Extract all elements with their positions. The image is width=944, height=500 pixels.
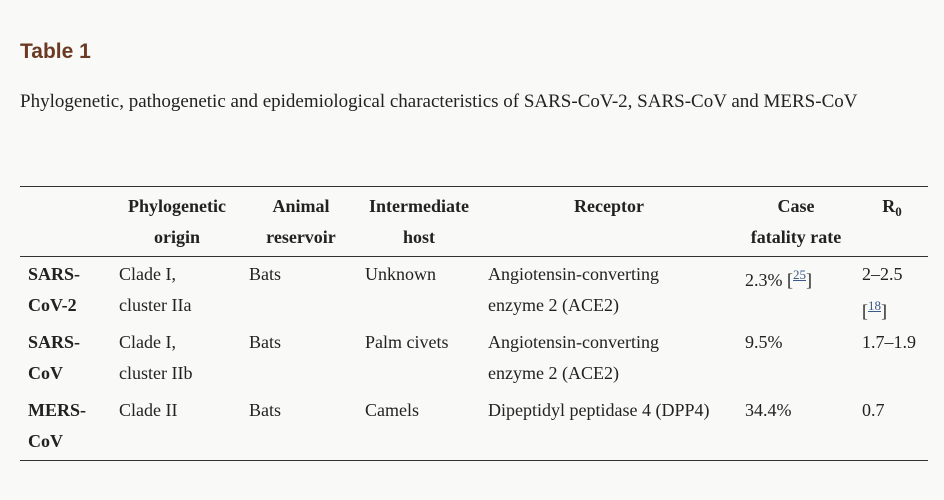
row-sars-cov-2-host: Unknown <box>365 264 436 284</box>
origin-line1: Clade I, <box>119 264 176 284</box>
row-sars-cov-reservoir: Bats <box>249 332 282 352</box>
origin-line2: cluster IIb <box>119 363 193 383</box>
origin-line1: Clade I, <box>119 332 176 352</box>
row-mers-cov-r0: 0.7 <box>862 400 885 420</box>
row-sars-cov-virus <box>28 327 80 389</box>
r0-bracket-close: ] <box>881 301 887 321</box>
header-cfr-line2: fatality rate <box>750 227 842 247</box>
row-mers-cov-reservoir: Bats <box>249 400 282 420</box>
header-receptor-label: Receptor <box>574 196 644 216</box>
header-animal-reservoir <box>248 191 354 253</box>
header-cfr-line1: Case <box>777 196 815 216</box>
row-sars-cov-2-reservoir: Bats <box>249 264 282 284</box>
table-caption: Phylogenetic, pathogenetic and epidemiological characteristics of SARS-CoV-2, SARS-CoV and MERS-CoV <box>20 91 858 112</box>
row-sars-cov-2-receptor <box>488 259 659 321</box>
header-case-fatality-rate <box>738 191 854 253</box>
cfr-bracket-close: ] <box>806 270 812 290</box>
table-bottom-rule <box>20 460 928 461</box>
row-sars-cov-2-r0 <box>862 259 903 327</box>
cfr-reference-link[interactable]: 25 <box>793 267 806 282</box>
header-phylogenetic-line2: origin <box>153 227 200 247</box>
r0-bracket-open: [ <box>862 301 868 321</box>
row-mers-cov-cfr: 34.4% <box>745 400 792 420</box>
row-mers-cov-receptor <box>488 395 709 426</box>
header-r0-label <box>862 191 922 227</box>
origin-line1: Clade II <box>119 400 178 420</box>
row-mers-cov-origin <box>119 395 177 426</box>
row-sars-cov-r0: 1.7–1.9 <box>862 332 916 352</box>
cfr-value: 2.3% [ <box>745 270 793 290</box>
header-animal-line1: Animal <box>272 196 330 216</box>
receptor-line1: Dipeptidyl peptidase 4 (DPP4) <box>488 400 710 420</box>
header-r0 <box>862 191 922 227</box>
header-intermediate-line1: Intermediate <box>369 196 469 216</box>
row-sars-cov-origin <box>119 327 192 389</box>
virus-line1: SARS- <box>28 332 81 352</box>
header-r0-base: R <box>882 196 896 216</box>
virus-line1: SARS- <box>28 264 81 284</box>
header-phylogenetic-origin <box>110 191 244 253</box>
receptor-line1: Angiotensin-converting <box>488 332 659 352</box>
row-sars-cov-2-origin <box>119 259 191 321</box>
table-header-rule <box>20 256 928 257</box>
row-mers-cov-host: Camels <box>365 400 419 420</box>
r0-reference-link[interactable]: 18 <box>868 298 881 313</box>
receptor-line1: Angiotensin-converting <box>488 264 659 284</box>
virus-line2: CoV <box>28 431 63 451</box>
header-intermediate-host <box>358 191 480 253</box>
r0-reference <box>862 290 903 327</box>
row-mers-cov-virus <box>28 395 86 457</box>
header-r0-subscript: 0 <box>895 204 902 219</box>
receptor-line2: enzyme 2 (ACE2) <box>488 363 619 383</box>
virus-line2: CoV-2 <box>28 295 77 315</box>
table-top-rule <box>20 186 928 187</box>
header-intermediate-line2: host <box>402 227 435 247</box>
origin-line2: cluster IIa <box>119 295 192 315</box>
row-sars-cov-2-cfr <box>745 259 812 296</box>
row-sars-cov-cfr: 9.5% <box>745 332 783 352</box>
virus-line2: CoV <box>28 363 63 383</box>
header-phylogenetic-line1: Phylogenetic <box>128 196 226 216</box>
row-sars-cov-2-virus <box>28 259 80 321</box>
virus-line1: MERS- <box>28 400 86 420</box>
header-receptor <box>488 191 730 222</box>
table-label: Table 1 <box>20 40 91 63</box>
row-sars-cov-host: Palm civets <box>365 332 449 352</box>
r0-value: 2–2.5 <box>862 264 903 284</box>
receptor-line2: enzyme 2 (ACE2) <box>488 295 619 315</box>
header-animal-line2: reservoir <box>266 227 336 247</box>
row-sars-cov-receptor <box>488 327 659 389</box>
